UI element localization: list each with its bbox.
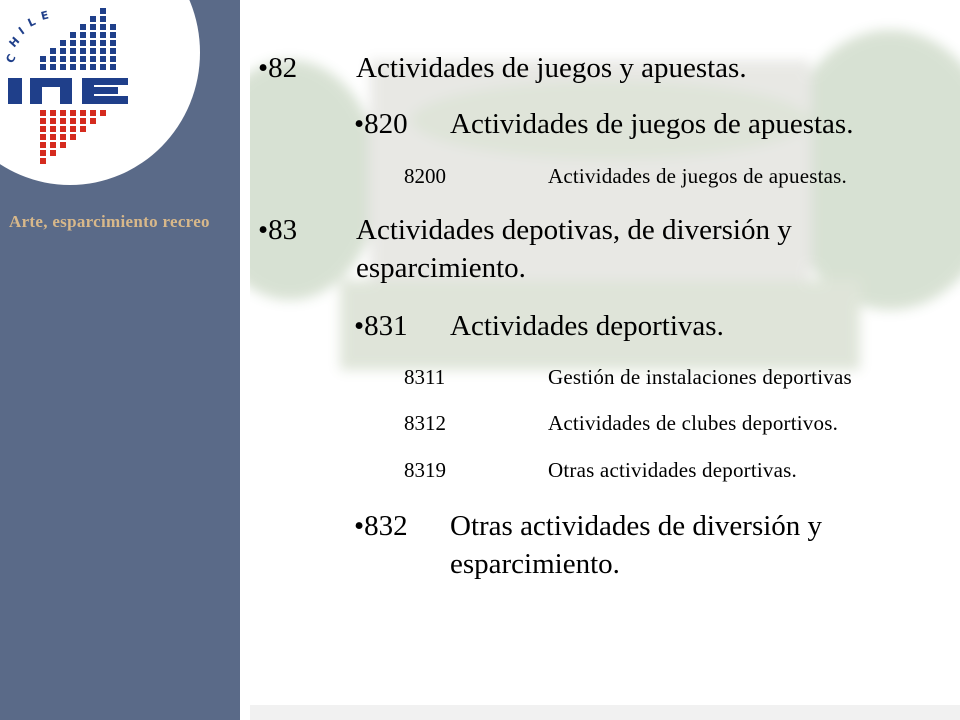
entry-text-continued: esparcimiento. bbox=[450, 548, 620, 580]
entry-code: 8319 bbox=[404, 458, 446, 482]
entry-code: •82 bbox=[258, 52, 298, 84]
entry-code: •83 bbox=[258, 214, 298, 246]
section-caption: Arte, esparcimiento recreo bbox=[9, 212, 210, 231]
entry-text: Actividades de juegos de apuestas. bbox=[548, 164, 847, 188]
entry-text: Gestión de instalaciones deportivas bbox=[548, 365, 852, 389]
entry-code: •820 bbox=[354, 108, 408, 140]
entry-code: •831 bbox=[354, 310, 408, 342]
entry-code: 8311 bbox=[404, 365, 446, 389]
svg-text:E: E bbox=[39, 8, 51, 23]
svg-text:C: C bbox=[3, 52, 19, 66]
entry-code: 8200 bbox=[404, 164, 446, 188]
entry-text: Otras actividades deportivas. bbox=[548, 458, 797, 482]
entry-text: Actividades depotivas, de diversión y bbox=[356, 214, 792, 246]
entry-text: Actividades de juegos de apuestas. bbox=[450, 108, 854, 140]
entry-code: 8312 bbox=[404, 411, 446, 435]
entry-text: Actividades deportivas. bbox=[450, 310, 724, 342]
entry-text: Actividades de juegos y apuestas. bbox=[356, 52, 747, 84]
svg-text:I: I bbox=[16, 24, 28, 38]
entry-text: Otras actividades de diversión y bbox=[450, 510, 823, 542]
entry-text-continued: esparcimiento. bbox=[356, 252, 526, 284]
svg-text:H: H bbox=[6, 34, 23, 51]
entry-code: •832 bbox=[354, 510, 408, 542]
entry-text: Actividades de clubes deportivos. bbox=[548, 411, 839, 435]
svg-text:L: L bbox=[25, 14, 38, 30]
